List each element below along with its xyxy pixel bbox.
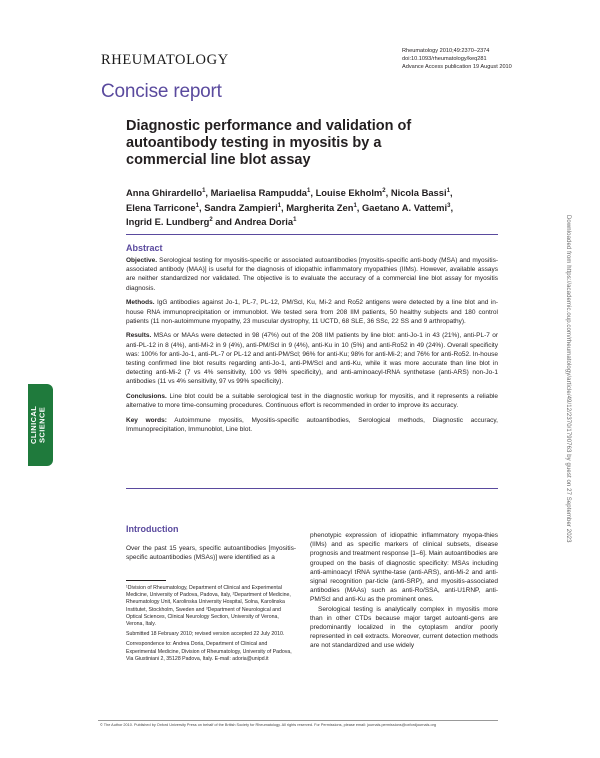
left-column (126, 525, 296, 563)
author: Anna Ghirardello$^1$, (126, 187, 211, 199)
author: Ingrid E. Lundberg$^2$ (126, 216, 213, 228)
footnote-rule (126, 580, 166, 581)
abstract-results: Results. MSAs or MAAs were detected in 98 (47%) out of the 208 IIM patients by line blot: anti-Jo-1 in 43 (21%), anti-PL-7 or anti-PL-12 in 8 (4%), anti-Mi-2 in 9 (4%), anti-PM/Scl in 9 (4%), anti-Ku in 10 (5%) and anti-Ro52 in 49 (24%). Overall specificity was: 100% for anti-Jo-1, anti-PL-7 or PL-12 and anti-PM/Scl; 96% for anti-Ku; 98% for anti-Mi-2; and 76% for anti-Ro52. In-house testing confirmed line blot results regarding anti-Jo-1, anti-PM/Scl and anti-Ku, while it was more accurate than line blot in detecting anti-Mi-2 (7 vs 4% sensitivity, 100 vs 98% specificity), and anti-aminoacyl-tRNA synthetase (anti-ARS) non-Jo-1 antibodies (11 vs 4% sensitivity, 97 vs 99% specificity). (126, 332, 499, 386)
author: Margherita Zen$^1$, (286, 201, 363, 213)
author: Mariaelisa Rampudda$^1$, (210, 187, 316, 199)
right-column (310, 531, 498, 651)
doi-link[interactable]: doi:10.1093/rheumatology/keq281 (402, 56, 487, 62)
clinical-science-tab (28, 384, 53, 466)
author: Gaetano A. Vattemi$^3$, (362, 201, 454, 213)
abstract-keywords: Key words: Autoimmune myositis, Myositis-specific autoantibodies, Serological methods, Diagnostic accuracy, Immunoprecipitation, Immunoblot, Line blot. (126, 417, 498, 434)
author: Elena Tarricone$^1$, (126, 201, 205, 213)
abstract-bottom-rule (126, 488, 498, 489)
introduction-heading: Introduction (126, 524, 179, 534)
footnotes (126, 585, 296, 666)
author-list (126, 185, 496, 229)
side-tab-label: CLINICAL SCIENCE (29, 405, 47, 445)
abstract-methods: Methods. IgG antibodies against Jo-1, PL-7, PL-12, PM/Scl, Ku, Mi-2 and Ro52 antigens were detected by a line blot and in-house RNA immunoprecipitation or immunoblot. We tested sera from 208 IIM patients, 50 healthy subjects and 180 control patients (11 non-autoimmune myopathy, 23 muscular dystrophy, 11 UCTD, 68 SLE, 36 SSc, 22 SS and 9 arthropathy). (126, 299, 498, 325)
citation-line: Rheumatology 2010;49:2370–2374 (402, 48, 490, 54)
section-heading: Concise report (101, 81, 222, 102)
abstract-body (126, 256, 498, 440)
intro-paragraph: phenotypic expression of idiopathic inflammatory myopa-thies (IIMs) and as specific markers of clinical subsets, disease prognosis and treatment response [1–6]. Main autoantibodies are grouped on the basis of diagnostic specificity: MSAs including anti-aminoacyl tRNA synthe-tase (anti-ARS), anti-Mi-2 and anti-signal recognition par-ticle (anti-SRP), and myositis-associated antibodies (MAAs) such as anti-Ro/SSA, anti-U1RNP, anti-PM/Scl and anti-Ku as the prominent ones. (310, 532, 498, 604)
citation-line: Advance Access publication 19 August 2010 (402, 64, 512, 70)
abstract-objective: Objective. Serological testing for myositis-specific or associated autoantibodies [myositis-specific anti-body (MSA) and myositis-associated antibody (MAA)] is useful for the diagnosis of idiopathic inflammatory myopathies (IIMs). However, available assays are neither standardized nor validated. The objective is to evaluate the accuracy of a commercial line blot assay for myositis diagnosis. (126, 257, 499, 292)
affiliations: ¹Division of Rheumatology, Department of Clinical and Experimental Medicine, University of Padova, Padova, Italy, ²Department of Medicine, Rheumatology Unit, Karolinska University Hospital, Solna, Karolinska Institutet, Stockholm, Sweden and ³Department of Neurological and Optical Sciences, Clinical Neurology Section, University of Verona, Verona, Italy. (126, 585, 291, 628)
abstract-heading: Abstract (126, 243, 163, 253)
download-watermark: Downloaded from https://academic.oup.com/rheumatology/article/49/12/2370/1790763 by guest on 27 September 2023 (565, 215, 571, 543)
author-conjunction: and (215, 216, 232, 228)
author: Nicola Bassi$^1$, (390, 187, 453, 199)
abstract-conclusions: Conclusions. Line blot could be a suitable serological test in the diagnostic workup for myositis, and it represents a reliable alternative to more time-consuming procedures. Continuous effort is recommended in order to improve its accuracy. (126, 393, 499, 410)
article-title: Diagnostic performance and validation of autoantibody testing in myositis by a commercial line blot assay (126, 118, 412, 168)
author: Sandra Zampieri$^1$, (204, 201, 287, 213)
copyright-notice: © The Author 2010. Published by Oxford University Press on behalf of the British Society for Rheumatology. All rights reserved. For Permissions, please email: journals.permissions@oxfordjournals.org (100, 723, 436, 727)
intro-paragraph: Over the past 15 years, specific autoantibodies [myositis-specific autoantibodies (MSAs)] were identified as a (126, 545, 296, 562)
author: Andrea Doria$^1$ (234, 216, 297, 228)
correspondence: Correspondence to: Andrea Doria, Department of Clinical and Experimental Medicine, Division of Rheumatology, University of Padova, Via Giustiniani 2, 35128 Padova, Italy. E-mail: adoria@unipd.it (126, 641, 292, 662)
footer-rule (98, 720, 498, 721)
abstract-top-rule (126, 234, 498, 235)
submission-dates: Submitted 18 February 2010; revised version accepted 22 July 2010. (126, 631, 285, 638)
intro-paragraph: Serological testing is analytically complex in myositis more than in other CTDs because major target autoanti-gens are predominantly localized in the cytoplasm and/or poorly represented in cell extracts. Moreover, current detection methods are not standardized and use widely (310, 605, 498, 650)
citation-block (402, 47, 512, 71)
author: Louise Ekholm$^2$, (315, 187, 391, 199)
journal-logo: RHEUMATOLOGY (101, 52, 229, 68)
